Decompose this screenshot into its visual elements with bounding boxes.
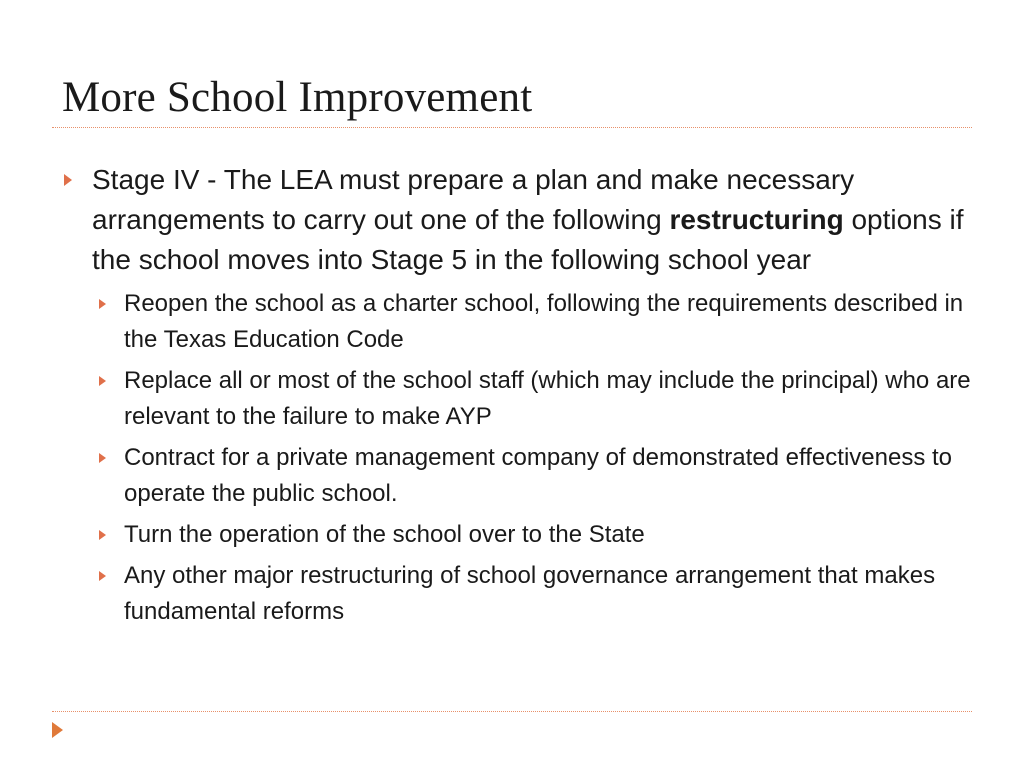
main-bullet-text-end: options if the school moves into Stage 5 in the following school year xyxy=(92,204,964,275)
sub-bullet-text: Replace all or most of the school staff (which may include the principal) who are relevant to the failure to make AYP xyxy=(124,367,971,430)
slide-title: More School Improvement xyxy=(62,74,533,121)
sub-bullet-text: Reopen the school as a charter school, following the requirements described in the Texas Education Code xyxy=(124,290,964,353)
sub-bullet-text: Any other major restructuring of school governance arrangement that makes fundamental reforms xyxy=(124,562,936,625)
sub-bullet-triangle-icon xyxy=(99,376,106,386)
sub-bullet-text: Turn the operation of the school over to the State xyxy=(124,521,645,548)
sub-bullet xyxy=(124,517,972,553)
sub-bullet-text: Contract for a private management company of demonstrated effectiveness to operate the public school. xyxy=(124,444,952,507)
main-bullet xyxy=(92,160,972,280)
main-bullet-text-start: Stage IV - The LEA must prepare a plan and make necessary arrangements to carry out one of the following xyxy=(92,164,855,235)
sub-bullet xyxy=(124,363,972,435)
main-bullet-emphasis: restructuring xyxy=(669,204,844,235)
sub-bullet-triangle-icon xyxy=(99,299,106,309)
sub-bullet-triangle-icon xyxy=(99,530,106,540)
slide-body xyxy=(92,160,972,635)
footer-divider xyxy=(52,711,972,712)
footer-triangle-icon xyxy=(52,722,63,738)
bullet-triangle-icon xyxy=(64,174,72,186)
sub-bullet xyxy=(124,286,972,358)
sub-bullet xyxy=(124,558,972,630)
sub-bullet-triangle-icon xyxy=(99,571,106,581)
sub-bullet xyxy=(124,440,972,512)
title-divider xyxy=(52,127,972,128)
sub-bullet-triangle-icon xyxy=(99,453,106,463)
sub-bullet-list xyxy=(124,286,972,630)
